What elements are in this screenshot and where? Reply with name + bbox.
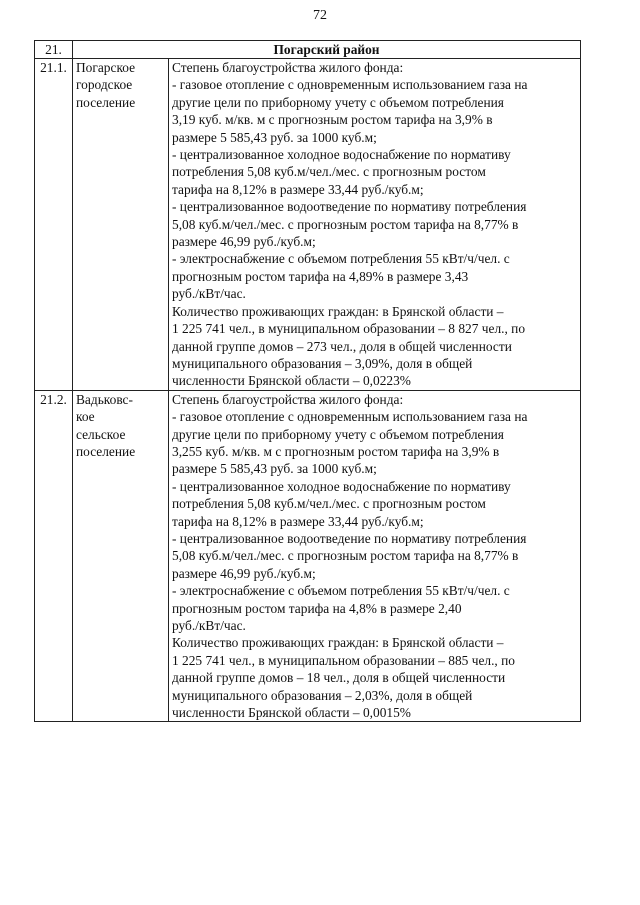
description-line: прогнозным ростом тарифа на 4,89% в размере 3,43 <box>172 268 469 284</box>
row-number: 21.1. <box>35 59 73 391</box>
section-header-row <box>35 41 581 59</box>
description-line: потребления 5,08 куб.м/чел./мес. с прогнозным ростом <box>172 164 486 180</box>
section-title: Погарский район <box>73 41 581 59</box>
description-line: - газовое отопление с одновременным использованием газа на <box>172 409 528 425</box>
table-row <box>35 390 581 722</box>
description-line: - электроснабжение с объемом потребления 55 кВт/ч/чел. с <box>172 583 510 599</box>
description-line: Количество проживающих граждан: в Брянской области – <box>172 303 504 319</box>
description-line: 5,08 куб.м/чел./мес. с прогнозным ростом тарифа на 8,77% в <box>172 216 519 232</box>
description-line: Степень благоустройства жилого фонда: <box>172 60 404 75</box>
settlement-name-line: сельское <box>76 426 126 442</box>
description-line: Количество проживающих граждан: в Брянской области – <box>172 635 504 651</box>
description-line: размере 46,99 руб./куб.м; <box>172 234 316 250</box>
description-line: руб./кВт/час. <box>172 286 246 302</box>
settlement-name-line: поселение <box>76 443 136 459</box>
settlement-name-line: Погарское <box>76 60 136 75</box>
housing-description <box>169 59 581 391</box>
description-line: - централизованное холодное водоснабжение по нормативу <box>172 478 511 494</box>
table-row <box>35 59 581 391</box>
description-line: муниципального образования – 2,03%, доля в общей <box>172 687 473 703</box>
settlement-name-line: кое <box>76 409 95 425</box>
description-line: 1 225 741 чел., в муниципальном образовании – 8 827 чел., по <box>172 321 526 337</box>
description-line: другие цели по приборному учету с объемом потребления <box>172 426 504 442</box>
description-line: муниципального образования – 3,09%, доля в общей <box>172 355 473 371</box>
description-line: 3,19 куб. м/кв. м с прогнозным ростом тарифа на 3,9% в <box>172 112 493 128</box>
page-number: 72 <box>313 8 327 23</box>
description-line: другие цели по приборному учету с объемом потребления <box>172 94 504 110</box>
description-line: данной группе домов – 18 чел., доля в общей численности <box>172 670 506 686</box>
description-line: данной группе домов – 273 чел., доля в общей численности <box>172 338 512 354</box>
settlement-name-line: Вадьковс- <box>76 391 133 407</box>
description-line: - централизованное водоотведение по нормативу потребления <box>172 199 527 215</box>
description-line: прогнозным ростом тарифа на 4,8% в размере 2,40 <box>172 600 462 616</box>
description-line: - электроснабжение с объемом потребления 55 кВт/ч/чел. с <box>172 251 510 267</box>
description-line: потребления 5,08 куб.м/чел./мес. с прогнозным ростом <box>172 496 486 512</box>
description-line: размере 46,99 руб./куб.м; <box>172 565 316 581</box>
section-number: 21. <box>35 41 73 59</box>
settlement-name-line: поселение <box>76 94 136 110</box>
description-line: тарифа на 8,12% в размере 33,44 руб./куб.м; <box>172 513 424 529</box>
description-line: - централизованное холодное водоснабжение по нормативу <box>172 147 511 163</box>
description-line: 3,255 куб. м/кв. м с прогнозным ростом тарифа на 3,9% в <box>172 443 500 459</box>
settlement-name <box>73 59 169 391</box>
description-line: размере 5 585,43 руб. за 1000 куб.м; <box>172 129 377 145</box>
description-line: 1 225 741 чел., в муниципальном образовании – 885 чел., по <box>172 652 515 668</box>
description-line: численности Брянской области – 0,0223% <box>172 373 411 389</box>
description-line: - централизованное водоотведение по нормативу потребления <box>172 530 527 546</box>
settlement-name-line: городское <box>76 77 133 93</box>
tariff-table <box>34 40 581 722</box>
description-line: руб./кВт/час. <box>172 618 246 633</box>
housing-description <box>169 390 581 722</box>
description-line: 5,08 куб.м/чел./мес. с прогнозным ростом тарифа на 8,77% в <box>172 548 519 564</box>
description-line: численности Брянской области – 0,0015% <box>172 705 411 721</box>
settlement-name <box>73 390 169 722</box>
description-line: размере 5 585,43 руб. за 1000 куб.м; <box>172 461 377 477</box>
description-line: тарифа на 8,12% в размере 33,44 руб./куб.м; <box>172 181 424 197</box>
description-line: Степень благоустройства жилого фонда: <box>172 391 404 407</box>
description-line: - газовое отопление с одновременным использованием газа на <box>172 77 528 93</box>
row-number: 21.2. <box>35 390 73 722</box>
